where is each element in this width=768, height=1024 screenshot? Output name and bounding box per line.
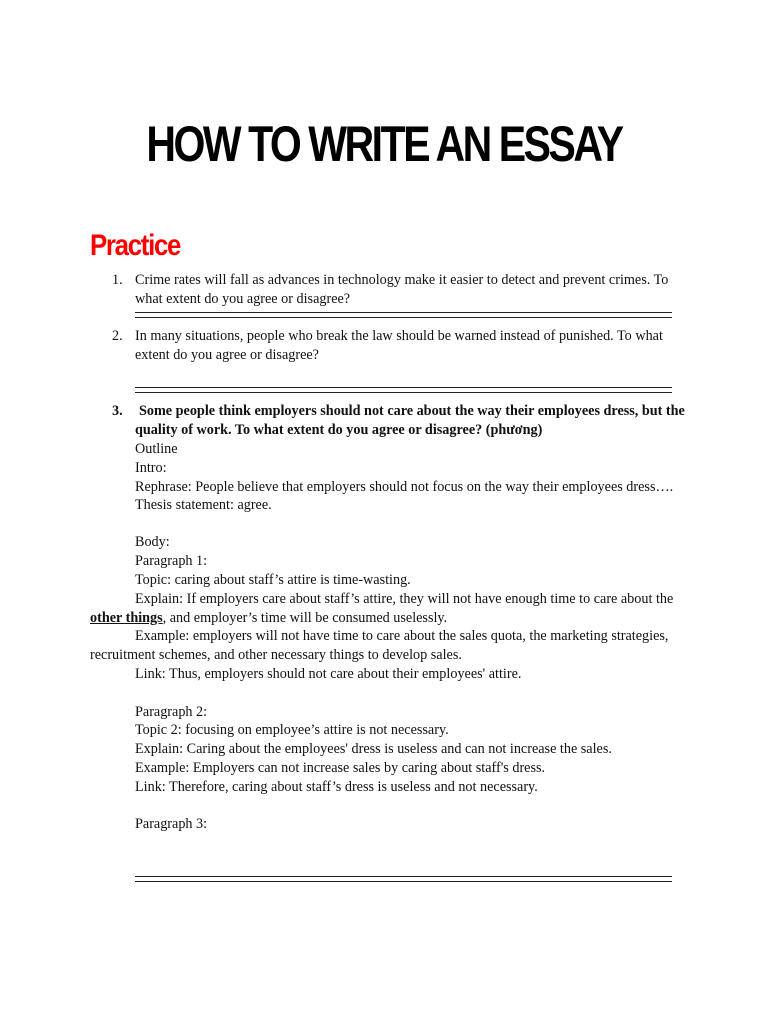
paragraph-1-explain: Explain: If employers care about staff’s attire, they will not have enough time to care about the (135, 591, 674, 607)
paragraph-1-link: Link: Thus, employers should not care about their employees' attire. (135, 666, 522, 682)
item-number: 1. (112, 272, 123, 288)
paragraph-1-example-cont: recruitment schemes, and other necessary things to develop sales. (90, 647, 462, 663)
item-3-line-2: quality of work. To what extent do you agree or disagree? (phương) (135, 422, 543, 438)
paragraph-2-label: Paragraph 2: (135, 704, 208, 720)
rephrase-line: Rephrase: People believe that employers should not focus on the way their employees dress…. (135, 479, 674, 495)
item-3-line-1: Some people think employers should not care about the way their employees dress, but the (139, 403, 685, 419)
body-label: Body: (135, 534, 170, 550)
page-title: HOW TO WRITE AN ESSAY (146, 116, 622, 172)
paragraph-2-link: Link: Therefore, caring about staff’s dress is useless and not necessary. (135, 779, 538, 795)
paragraph-2-topic: Topic 2: focusing on employee’s attire is not necessary. (135, 722, 449, 738)
paragraph-2-example: Example: Employers can not increase sales by caring about staff's dress. (135, 760, 546, 776)
separator-line (135, 387, 672, 393)
item-1-line-1: Crime rates will fall as advances in technology make it easier to detect and prevent crimes. To (135, 272, 669, 288)
item-2-line-1: In many situations, people who break the law should be warned instead of punished. To what (135, 328, 663, 344)
paragraph-3-label: Paragraph 3: (135, 816, 208, 832)
explain-continuation: , and employer’s time will be consumed uselessly. (162, 610, 448, 626)
paragraph-2-explain: Explain: Caring about the employees' dress is useless and can not increase the sales. (135, 741, 612, 757)
thesis-line: Thesis statement: agree. (135, 497, 272, 513)
item-number: 3. (112, 403, 123, 419)
separator-line (135, 312, 672, 318)
item-number: 2. (112, 328, 123, 344)
paragraph-1-example: Example: employers will not have time to care about the sales quota, the marketing strategies, (135, 628, 669, 644)
paragraph-1-explain-cont (90, 609, 447, 628)
paragraph-1-topic: Topic: caring about staff’s attire is time-wasting. (135, 572, 411, 588)
item-1-line-2: what extent do you agree or disagree? (135, 291, 351, 307)
underlined-phrase: other things (90, 610, 163, 626)
item-2-line-2: extent do you agree or disagree? (135, 347, 319, 363)
intro-label: Intro: (135, 460, 167, 476)
section-heading: Practice (90, 229, 181, 262)
paragraph-1-label: Paragraph 1: (135, 553, 208, 569)
separator-line (135, 876, 672, 882)
outline-label: Outline (135, 441, 178, 457)
